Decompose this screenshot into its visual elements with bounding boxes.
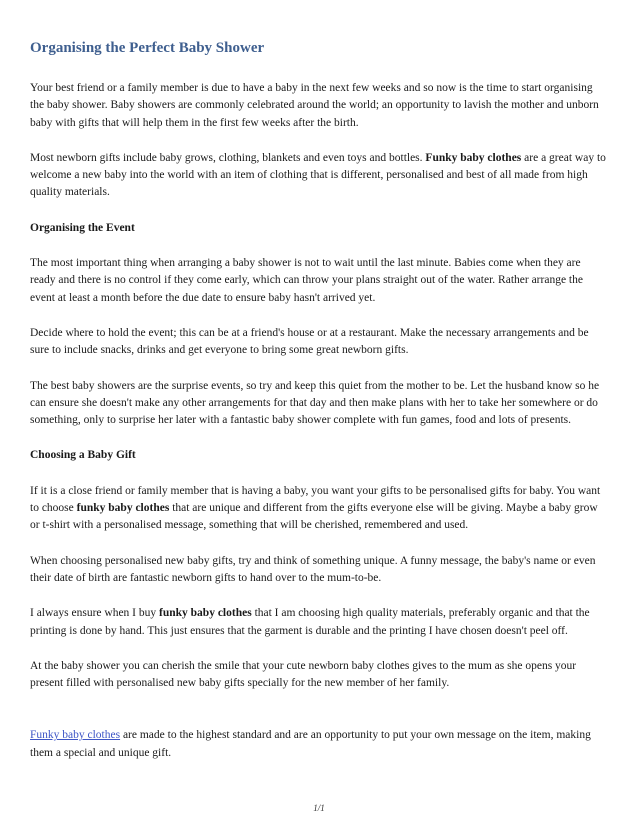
- intro-p2-bold-phrase: Funky baby clothes: [425, 151, 522, 164]
- gift-p1-bold-phrase: funky baby clothes: [76, 502, 170, 515]
- footer-paragraph: [30, 727, 606, 762]
- intro-paragraph-2: [30, 150, 606, 202]
- gift-p1-text-before: If it is a close friend or family member that is having a baby, you want your gifts to be personalised gifts for baby. You want to choose: [30, 484, 601, 515]
- gift-paragraph-2: When choosing personalised new baby gifts, try and think of something unique. A funny message, the baby's name or even their date of birth are fantastic newborn gifts to hand over to the mum-to-be.: [30, 554, 596, 584]
- event-paragraph-2: Decide where to hold the event; this can be at a friend's house or at a restaurant. Make the necessary arrangements and be sure to include snacks, drinks and get everyone to bring some great newborn gifts.: [30, 326, 589, 357]
- page-number: 1/1: [313, 803, 325, 813]
- article-body: [30, 80, 606, 780]
- intro-paragraph-1: Your best friend or a family member is due to have a baby in the next few weeks and so now is the time to start organising the baby shower. Baby showers are commonly celebrated around the world; an opportunity to lavish the mother and unborn baby with gifts that will help them in the first few weeks after the birth.: [30, 82, 599, 129]
- gift-paragraph-3: [30, 605, 606, 640]
- gift-paragraph-4: At the baby shower you can cherish the smile that your cute newborn baby clothes gives to the mum as she opens your present filled with personalised new baby gifts specially for the new member of her family.: [30, 659, 577, 690]
- intro-p2-text-after: are a great way to welcome a new baby into the world with an item of clothing that is different, personalised and best of all made from high quality materials.: [30, 151, 606, 199]
- paragraph-spacer: [30, 710, 606, 727]
- page-title: Organising the Perfect Baby Shower: [30, 40, 265, 56]
- footer-text-after-link: are made to the highest standard and are an opportunity to put your own message on the item, making them a special and unique gift.: [30, 729, 591, 759]
- gift-p3-bold-phrase: funky baby clothes: [159, 607, 252, 620]
- funky-baby-clothes-link[interactable]: Funky baby clothes: [30, 729, 121, 742]
- gift-p1-text-after: that are unique and different from the gifts everyone else will be giving. Maybe a baby grow or t-shirt with a personalised message, something that will be cherished, remembered and used.: [30, 502, 598, 532]
- event-paragraph-3: The best baby showers are the surprise events, so try and keep this quiet from the mother to be. Let the husband know so he can ensure she doesn't make any other arrangements for that day and then make plans with her to take her somewhere or do something, only to surprise her later with a fantastic baby shower complete with fun games, food and lots of presents.: [30, 379, 600, 427]
- section-heading-choosing-gift: Choosing a Baby Gift: [30, 449, 136, 462]
- gift-p3-text-before: I always ensure when I buy: [30, 607, 160, 620]
- intro-p2-text-before: Most newborn gifts include baby grows, clothing, blankets and even toys and bottles.: [30, 151, 426, 164]
- gift-p3-text-after: that I am choosing high quality materials, preferably organic and that the printing is done by hand. This just ensures that the garment is durable and the printing I have chosen doesn't peel off.: [30, 607, 590, 637]
- event-paragraph-1: The most important thing when arranging a baby shower is not to wait until the last minute. Babies come when they are ready and there is no control if they come early, which can throw your plans straight out of the water. Rather arrange the event at least a month before the due date to ensure baby hasn't arrived yet.: [30, 257, 583, 304]
- section-heading-organising-event: Organising the Event: [30, 221, 135, 234]
- gift-paragraph-1: [30, 483, 606, 535]
